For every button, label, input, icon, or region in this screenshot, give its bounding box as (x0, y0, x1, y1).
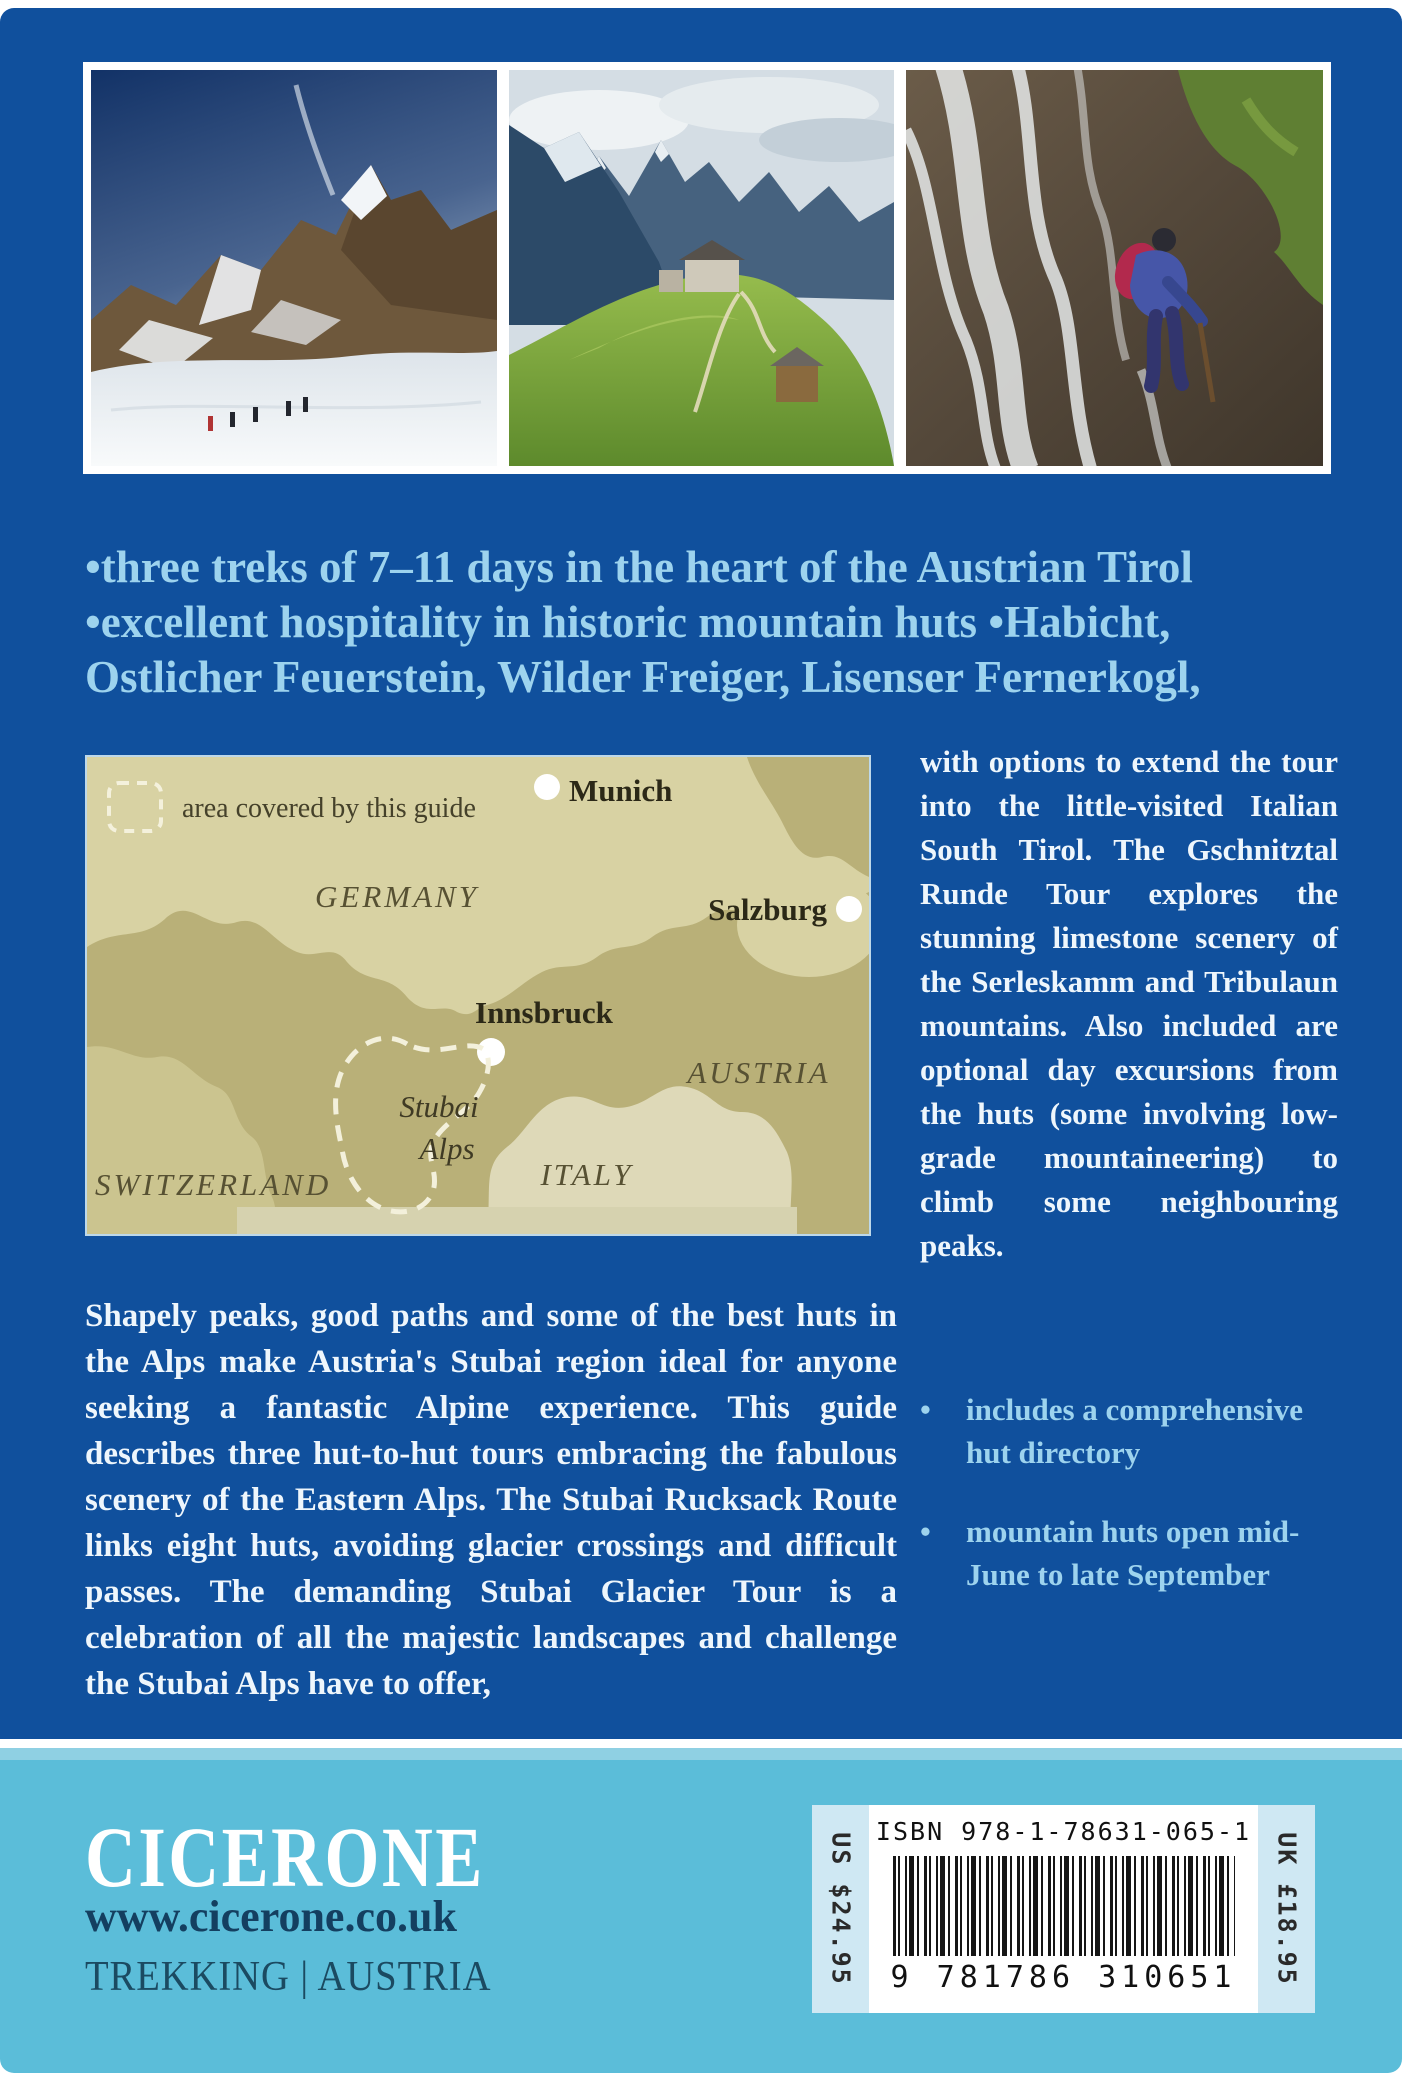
right-description-paragraph: with options to extend the tour into the little-visited Italian South Tirol. The Gschnitztal Runde Tour explores the stunning limestone scenery of the Serleskamm and Tribulaun mountains. Also included are optional day excursions from the huts (some involving low-grade mountaineering) to climb some neighbouring peaks. (920, 744, 1338, 1263)
uk-price-strip (1258, 1805, 1315, 2013)
barcode-center (869, 1805, 1258, 2013)
region-label-stubai: Stubai (399, 1089, 479, 1124)
country-label-italy: ITALY (540, 1157, 634, 1192)
bullet-dot-icon: • (920, 1514, 931, 1549)
region-label-alps: Alps (419, 1131, 475, 1166)
us-price-strip (812, 1805, 869, 2013)
ean-number: 9 781786 310651 (890, 1960, 1237, 1995)
us-price-label: US $24.95 (826, 1832, 855, 1986)
barcode-panel (812, 1805, 1315, 2013)
photo-strip (83, 62, 1331, 474)
uk-price-label: UK £18.95 (1272, 1832, 1301, 1986)
city-label-munich: Munich (569, 773, 673, 808)
feature-bullet-list (920, 1388, 1338, 1632)
footer-band-stripe (0, 1748, 1402, 1760)
feature-bullet (920, 1510, 1338, 1596)
city-dot-innsbruck (477, 1038, 505, 1066)
barcode-bars (893, 1856, 1235, 1956)
feature-bullet-text: mountain huts open mid-June to late September (966, 1514, 1300, 1592)
feature-bullet-text: includes a comprehensive hut directory (966, 1392, 1303, 1470)
mountain-hut-illustration (509, 70, 894, 466)
publisher-website: www.cicerone.co.uk (85, 1892, 457, 1941)
headline-block (85, 540, 1337, 705)
legend-label: area covered by this guide (182, 793, 476, 824)
glacier-trekkers-photo (91, 70, 497, 466)
country-label-switzerland: SWITZERLAND (95, 1167, 332, 1202)
scrambler-illustration (906, 70, 1323, 466)
cicerone-logo: CICERONE (85, 1809, 485, 1905)
city-dot-munich (534, 774, 560, 800)
bullet-dot-icon: • (920, 1392, 931, 1427)
main-description-paragraph: Shapely peaks, good paths and some of the best huts in the Alps make Austria's Stubai region ideal for anyone seeking a fantastic Alpine experience. This guide describes three hut-to-hut tours embracing the fabulous scenery of the Eastern Alps. The Stubai Rucksack Route links eight huts, avoiding glacier crossings and difficult passes. The demanding Stubai Glacier Tour is a celebration of all the majestic landscapes and challenge the Stubai Alps have to offer, (85, 1298, 897, 1702)
country-label-germany: GERMANY (315, 879, 479, 914)
city-label-innsbruck: Innsbruck (475, 995, 613, 1030)
city-label-salzburg: Salzburg (708, 892, 827, 927)
headline-line: •excellent hospitality in historic mountain huts •Habicht, (85, 597, 1171, 647)
glacier-trekkers-illustration (91, 70, 497, 466)
headline-line: Ostlicher Feuerstein, Wilder Freiger, Lisenser Fernerkogl, (85, 652, 1201, 702)
feature-bullet (920, 1388, 1338, 1474)
country-label-austria: AUSTRIA (687, 1055, 831, 1090)
isbn-label: ISBN 978-1-78631-065-1 (875, 1817, 1252, 1846)
series-category-label: TREKKING | AUSTRIA (85, 1954, 492, 2000)
locator-map (85, 755, 871, 1236)
mountain-hut-photo (509, 70, 894, 466)
scrambler-photo (906, 70, 1323, 466)
headline-line: •three treks of 7–11 days in the heart of the Austrian Tirol (85, 542, 1193, 592)
locator-map-illustration (87, 757, 869, 1234)
city-dot-salzburg (836, 896, 862, 922)
